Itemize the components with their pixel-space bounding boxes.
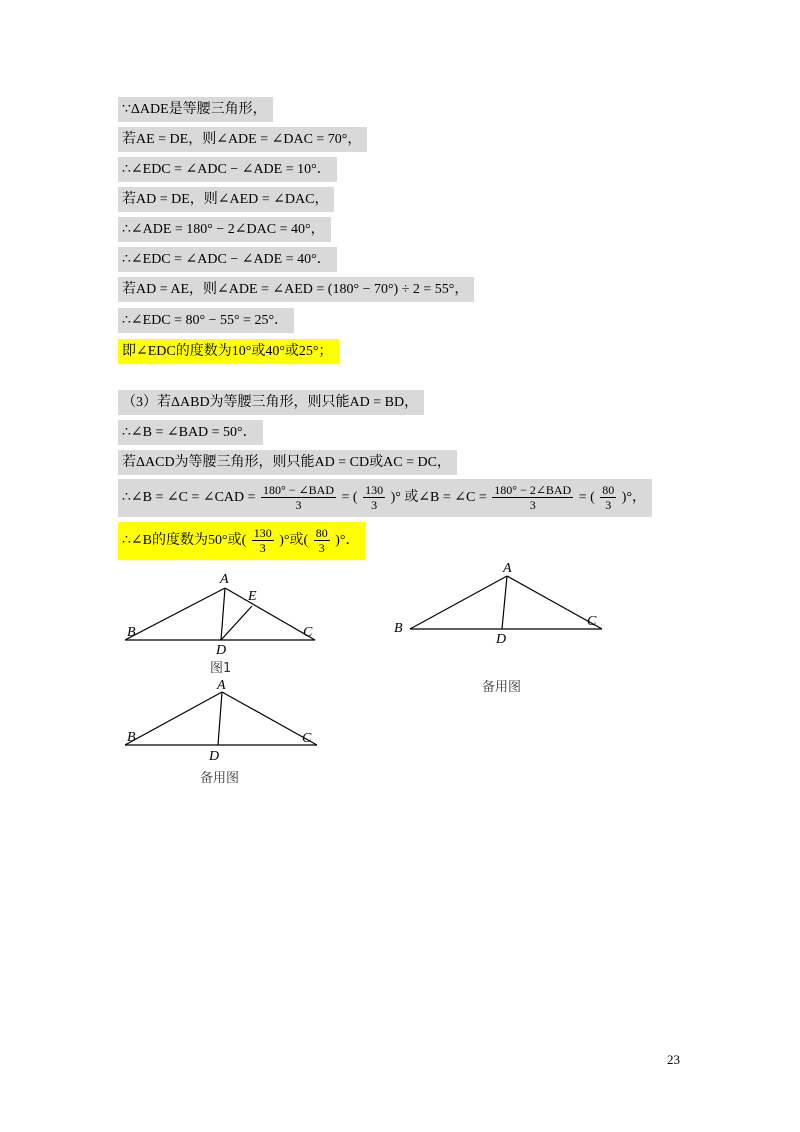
solution-answer-3: ∴∠B的度数为50°或( $\frac{130}{3}$ )°或( $\frac{80}{3}$ )°． bbox=[118, 522, 365, 560]
solution-line-8: ∴∠EDC = 80° − 55° = 25°． bbox=[118, 308, 294, 333]
solution-line-2: 若AE = DE，则∠ADE = ∠DAC = 70°， bbox=[118, 127, 367, 152]
label-d: D bbox=[216, 643, 227, 658]
fraction-6: $\frac{80}{3}$ bbox=[315, 526, 328, 556]
solution-line-5: ∴∠ADE = 180° − 2∠DAC = 40°， bbox=[118, 217, 331, 242]
label-d: D bbox=[496, 632, 507, 647]
label-d: D bbox=[209, 749, 220, 764]
solution-line-1: ∵ΔADE是等腰三角形， bbox=[118, 97, 273, 122]
fraction-1: $\frac{\text{180° − ∠BAD}}{3}$ bbox=[263, 483, 334, 513]
solution-line-4: 若AD = DE，则∠AED = ∠DAC， bbox=[118, 187, 334, 212]
label-c: C bbox=[587, 614, 597, 629]
fraction-5: $\frac{130}{3}$ bbox=[253, 526, 272, 556]
figure-3-caption: 备用图 bbox=[200, 771, 240, 786]
solution-line-10: ∴∠B = ∠BAD = 50°． bbox=[118, 420, 263, 445]
figure-1-caption: 图1 bbox=[210, 661, 232, 676]
figure-3 bbox=[115, 677, 335, 767]
solution-line-11: 若ΔACD为等腰三角形，则只能AD = CD或AC = DC， bbox=[118, 450, 457, 475]
label-a: A bbox=[220, 572, 229, 587]
solution-line-7: 若AD = AE，则∠ADE = ∠AED = (180° − 70°) ÷ 2 = 55°， bbox=[118, 277, 474, 302]
fraction-3: $\frac{\text{180° − 2∠BAD}}{3}$ bbox=[494, 483, 572, 513]
label-c: C bbox=[303, 625, 313, 640]
page-number: 23 bbox=[667, 1052, 680, 1067]
label-b: B bbox=[394, 621, 403, 636]
label-b: B bbox=[127, 730, 136, 745]
solution-line-3: ∴∠EDC = ∠ADC − ∠ADE = 10°． bbox=[118, 157, 337, 182]
solution-line-6: ∴∠EDC = ∠ADC − ∠ADE = 40°． bbox=[118, 247, 337, 272]
figure-2-caption: 备用图 bbox=[482, 680, 522, 695]
figure-2 bbox=[390, 562, 620, 652]
solution-line-9: （3）若ΔABD为等腰三角形，则只能AD = BD， bbox=[118, 390, 424, 415]
label-c: C bbox=[302, 731, 312, 746]
fraction-2: $\frac{130}{3}$ bbox=[365, 483, 384, 513]
equation-lead: ∴∠B = ∠C = ∠CAD = bbox=[122, 490, 256, 505]
label-b: B bbox=[127, 625, 136, 640]
figure-1 bbox=[115, 570, 335, 660]
label-a: A bbox=[217, 678, 226, 693]
label-a: A bbox=[503, 561, 512, 576]
label-e: E bbox=[248, 589, 257, 604]
solution-answer-2: 即∠EDC的度数为10°或40°或25°； bbox=[118, 339, 339, 364]
solution-equation-line: ∴∠B = ∠C = ∠CAD = $\frac{\text{180° − ∠BAD}}{3}$ = ( $\frac{130}{3}$ )° 或∠B = ∠C = $\frac{\text{180° − 2∠BAD}}{3}$ = ( $\frac{80}{3}$ )°， bbox=[118, 479, 652, 517]
fraction-4: $\frac{80}{3}$ bbox=[602, 483, 615, 513]
